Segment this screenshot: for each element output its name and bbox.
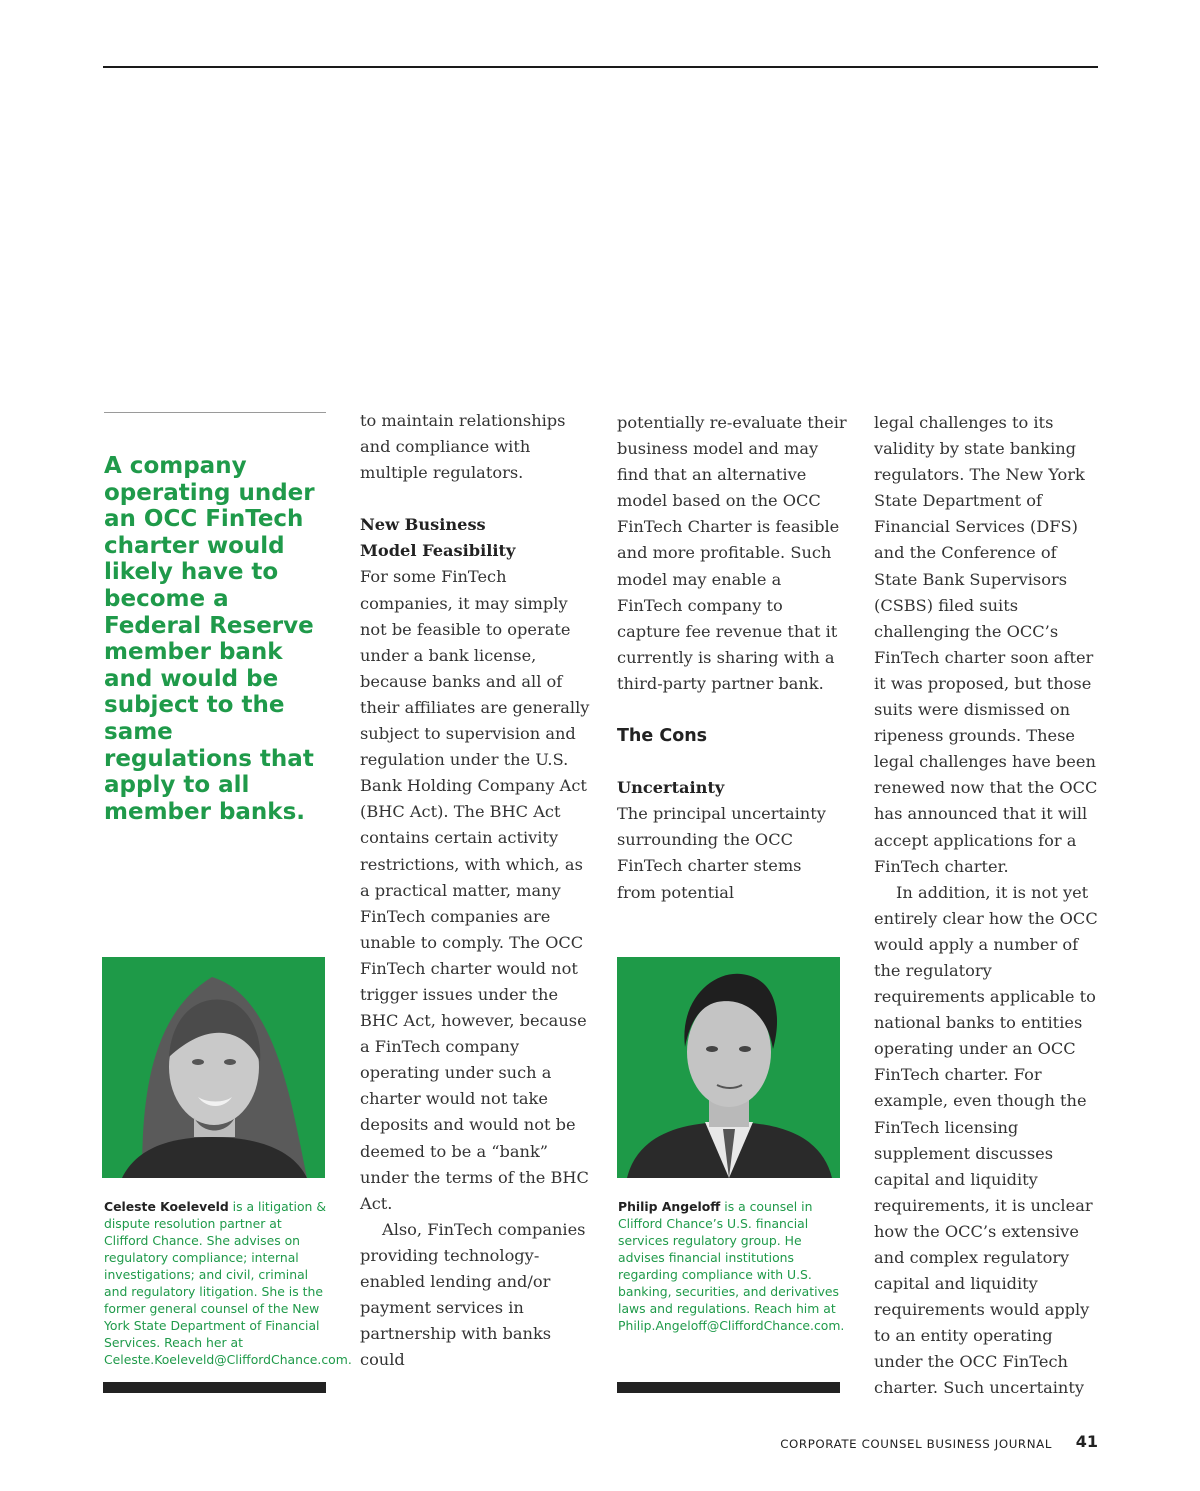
author2-bio-text: is a counsel in Clifford Chance’s U.S. financial services regulatory group. He advises financial institutions regarding compliance with U.S. banking, securities, and derivatives laws and regulations. Reach him at Philip.Angeloff@CliffordChance.com.	[618, 1199, 845, 1333]
author2-bio-bar	[617, 1382, 840, 1393]
top-rule	[103, 66, 1098, 68]
author1-name: Celeste Koeleveld	[104, 1199, 229, 1214]
article-column-4	[874, 410, 1102, 1402]
author2-portrait-image	[617, 957, 840, 1178]
col2-paragraph-2: For some FinTech companies, it may simply not be feasible to operate under a bank license, because banks and all of their affiliates are generally subject to supervision and regulation under the U.S. Bank Holding Company Act (BHC Act). The BHC Act contains certain activity restrictions, with which, as a practical matter, many FinTech companies are unable to comply. The OCC FinTech charter would not trigger issues under the BHC Act, however, because a FinTech company operating under such a charter would not take deposits and would not be deemed to be a “bank” under the terms of the BHC Act.	[360, 567, 590, 1213]
col3-section-heading-cons: The Cons	[617, 726, 708, 747]
col2-paragraph-1: to maintain relationships and compliance with multiple regulators.	[360, 411, 566, 483]
footer-publication-name: CORPORATE COUNSEL BUSINESS JOURNAL	[780, 1437, 1052, 1451]
col4-paragraph-1: legal challenges to its validity by state banking regulators. The New York State Department of Financial Services (DFS) and the Conference of State Bank Supervisors (CSBS) filed suits challenging the OCC’s FinTech charter soon after it was proposed, but those suits were dismissed on ripeness grounds. These legal challenges have been renewed now that the OCC has announced that it will accept applications for a FinTech charter.	[874, 413, 1098, 876]
col3-paragraph-1: potentially re-evaluate their business model and may find that an alternative model based on the OCC FinTech Charter is feasible and more profitable. Such model may enable a FinTech company to capture fee revenue that it currently is sharing with a third-party partner bank.	[617, 413, 847, 693]
col2-paragraph-3: Also, FinTech companies providing technology-enabled lending and/or payment services in partnership with banks could	[360, 1219, 586, 1370]
author1-portrait-image	[102, 957, 325, 1178]
footer-page-number: 41	[1075, 1432, 1098, 1451]
author2-bio	[618, 1198, 844, 1334]
author1-bio	[104, 1198, 352, 1368]
article-column-2	[360, 408, 592, 1373]
author1-photo	[102, 957, 325, 1178]
pull-quote: A company operating under an OCC FinTech charter would likely have to become a Federal Reserve member bank and would be subject to the same regulations that apply to all member banks.	[104, 453, 315, 825]
author2-photo	[617, 957, 840, 1178]
pull-quote-rule	[104, 412, 326, 413]
author1-bio-text: is a litigation & dispute resolution partner at Clifford Chance. She advises on regulatory compliance; internal investigations; and civil, criminal and regulatory litigation. She is the former general counsel of the New York State Department of Financial Services. Reach her at Celeste.Koeleveld@CliffordChance.com.	[104, 1199, 352, 1367]
col4-paragraph-2: In addition, it is not yet entirely clear how the OCC would apply a number of the regulatory requirements applicable to national banks to entities operating under an OCC FinTech charter. For example, even though the FinTech licensing supplement discusses capital and liquidity requirements, it is unclear how the OCC’s extensive and complex regulatory capital and liquidity requirements would apply to an entity operating under the OCC FinTech charter. Such uncertainty	[874, 882, 1098, 1398]
author2-name: Philip Angeloff	[618, 1199, 721, 1214]
article-column-3	[617, 410, 847, 906]
col2-subheading-new-business-model: New Business Model Feasibility	[360, 515, 516, 561]
col3-subheading-uncertainty: Uncertainty	[617, 778, 725, 798]
author1-bio-bar	[103, 1382, 326, 1393]
col3-paragraph-2: The principal uncertainty surrounding the OCC FinTech charter stems from potential	[617, 804, 826, 902]
